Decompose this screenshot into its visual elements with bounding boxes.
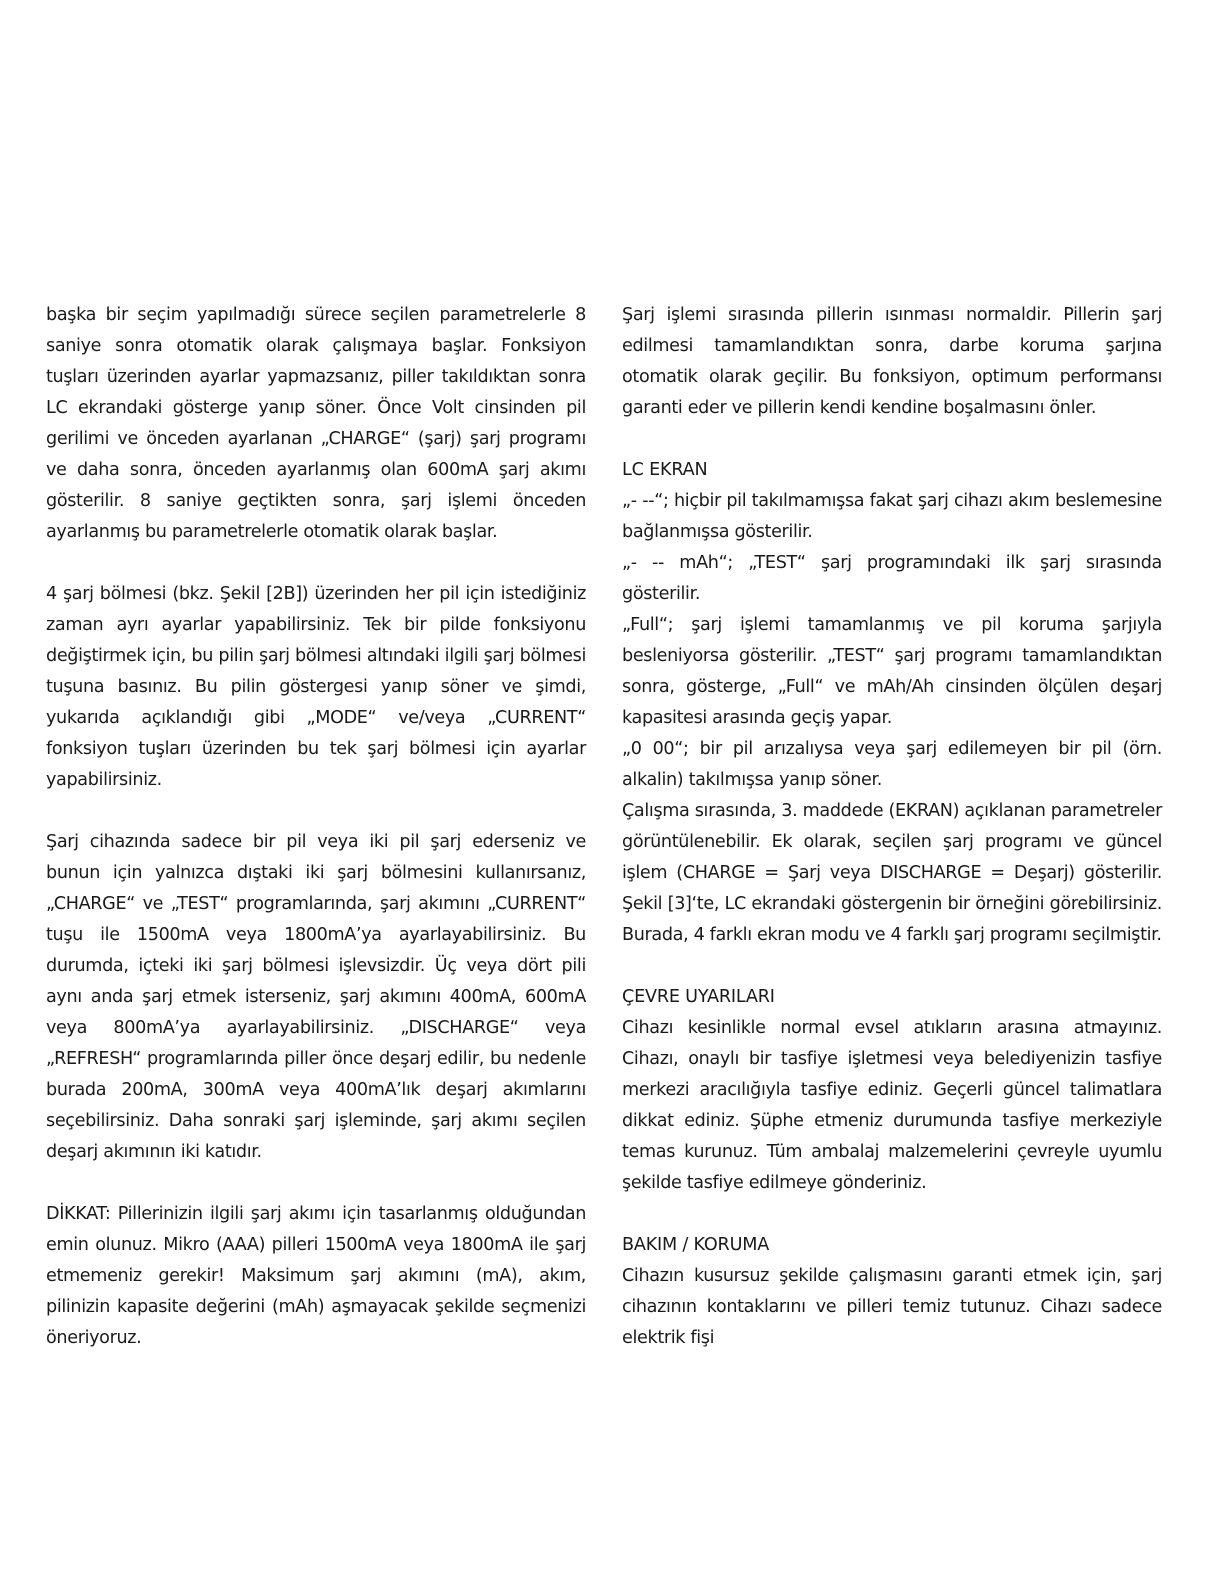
section-lc-display: [622, 455, 1162, 951]
paragraph-care: Cihazın kusursuz şekilde çalışmasını garanti etmek için, şarj cihazının kontaklarını ve pilleri temiz tutunuz. Cihazı sadece elektrik fişi: [622, 1266, 1162, 1348]
paragraph-warning: DİKKAT: Pillerinizin ilgili şarj akımı için tasarlanmış olduğundan emin olunuz. Mikro (AAA) pilleri 1500mA veya 1800mA ile şarj etmemeniz gerekir! Maksimum şarj akımını (mA), akım, pilinizin kapasite değerini (mAh) aşmayacak şekilde seçmenizi öneriyoruz.: [46, 1204, 586, 1348]
section-environment: [622, 982, 1162, 1199]
paragraph-charge-current: Şarj cihazında sadece bir pil veya iki pil şarj ederseniz ve bunun için yalnızca dıştaki iki şarj bölmesini kullanırsanız, „CHARGE“ ve „TEST“ programlarında, şarj akımını „CURRENT“ tuşu ile 1500mA veya 1800mA’ya ayarlayabilirsiniz. Bu durumda, içteki iki şarj bölmesi işlevsizdir. Üç veya dört pili aynı anda şarj etmek isterseniz, şarj akımını 400mA, 600mA veya 800mA’ya ayarlayabilirsiniz. „DISCHARGE“ veya „REFRESH“ programlarında piller önce deşarj edilir, bu nedenle burada 200mA, 300mA veya 400mA’lık deşarj akımlarını seçebilirsiniz. Daha sonraki şarj işleminde, şarj akımı seçilen deşarj akımının iki katıdır.: [46, 832, 586, 1162]
paragraph-individual-settings: 4 şarj bölmesi (bkz. Şekil [2B]) üzerinden her pil için istediğiniz zaman ayrı ayarlar yapabilirsiniz. Tek bir pilde fonksiyonu değiştirmek için, bu pilin şarj bölmesi altındaki ilgili şarj bölmesi tuşuna basınız. Bu pilin göstergesi yanıp söner ve şimdi, yukarıda açıklandığı gibi „MODE“ ve/veya „CURRENT“ fonksiyon tuşları üzerinden bu tek şarj bölmesi için ayarlar yapabilirsiniz.: [46, 584, 586, 790]
lc-item-full: „Full“; şarj işlemi tamamlanmış ve pil koruma şarjıyla besleniyorsa gösterilir. „TEST“ şarj programı tamamlandıktan sonra, gösterge, „Full“ ve mAh/Ah cinsinden ölçülen deşarj kapasitesi arasında geçiş yapar.: [622, 615, 1162, 728]
lc-item-operation: Çalışma sırasında, 3. maddede (EKRAN) açıklanan parametreler görüntülenebilir. Ek olarak, seçilen şarj programı ve güncel işlem (CHARGE = Şarj veya DISCHARGE = Deşarj) gösterilir. Şekil [3]‘te, LC ekrandaki göstergenin bir örneğini görebilirsiniz. Burada, 4 farklı ekran modu ve 4 farklı şarj programı seçilmiştir.: [622, 801, 1162, 945]
section-care: [622, 1230, 1162, 1354]
section-heading-environment: ÇEVRE UYARILARI: [622, 987, 775, 1007]
lc-item-test-mah: „- -- mAh“; „TEST“ şarj programındaki ilk şarj sırasında gösterilir.: [622, 553, 1162, 604]
lc-item-no-battery: „- --“; hiçbir pil takılmamışsa fakat şarj cihazı akım beslemesine bağlanmışsa gösterilir.: [622, 491, 1162, 542]
right-column: [622, 300, 1162, 1385]
lc-item-defective: „0 00“; bir pil arızalıysa veya şarj edilemeyen bir pil (örn. alkalin) takılmışsa yanıp söner.: [622, 739, 1162, 790]
section-heading-lc-display: LC EKRAN: [622, 460, 708, 480]
left-column: [46, 300, 586, 1385]
paragraph-environment: Cihazı kesinlikle normal evsel atıkların arasına atmayınız. Cihazı, onaylı bir tasfiye işletmesi veya belediyenizin tasfiye merkezi aracılığıyla tasfiye ediniz. Geçerli güncel talimatlara dikkat ediniz. Şüphe etmeniz durumunda tasfiye merkeziyle temas kurunuz. Tüm ambalaj malzemelerini çevreyle uyumlu şekilde tasfiye edilmeye gönderiniz.: [622, 1018, 1162, 1193]
section-heading-care: BAKIM / KORUMA: [622, 1235, 770, 1255]
paragraph-auto-start: başka bir seçim yapılmadığı sürece seçilen parametrelerle 8 saniye sonra otomatik olarak çalışmaya başlar. Fonksiyon tuşları üzerinden ayarlar yapmazsanız, piller takıldıktan sonra LC ekrandaki gösterge yanıp söner. Önce Volt cinsinden pil gerilimi ve önceden ayarlanan „CHARGE“ (şarj) şarj programı ve daha sonra, önceden ayarlanmış olan 600mA şarj akımı gösterilir. 8 saniye geçtikten sonra, şarj işlemi önceden ayarlanmış bu parametrelerle otomatik olarak başlar.: [46, 305, 586, 542]
paragraph-heating-note: Şarj işlemi sırasında pillerin ısınması normaldir. Pillerin şarj edilmesi tamamlandıktan sonra, darbe koruma şarjına otomatik olarak geçilir. Bu fonksiyon, optimum performansı garanti eder ve pillerin kendi kendine boşalmasını önler.: [622, 305, 1162, 418]
